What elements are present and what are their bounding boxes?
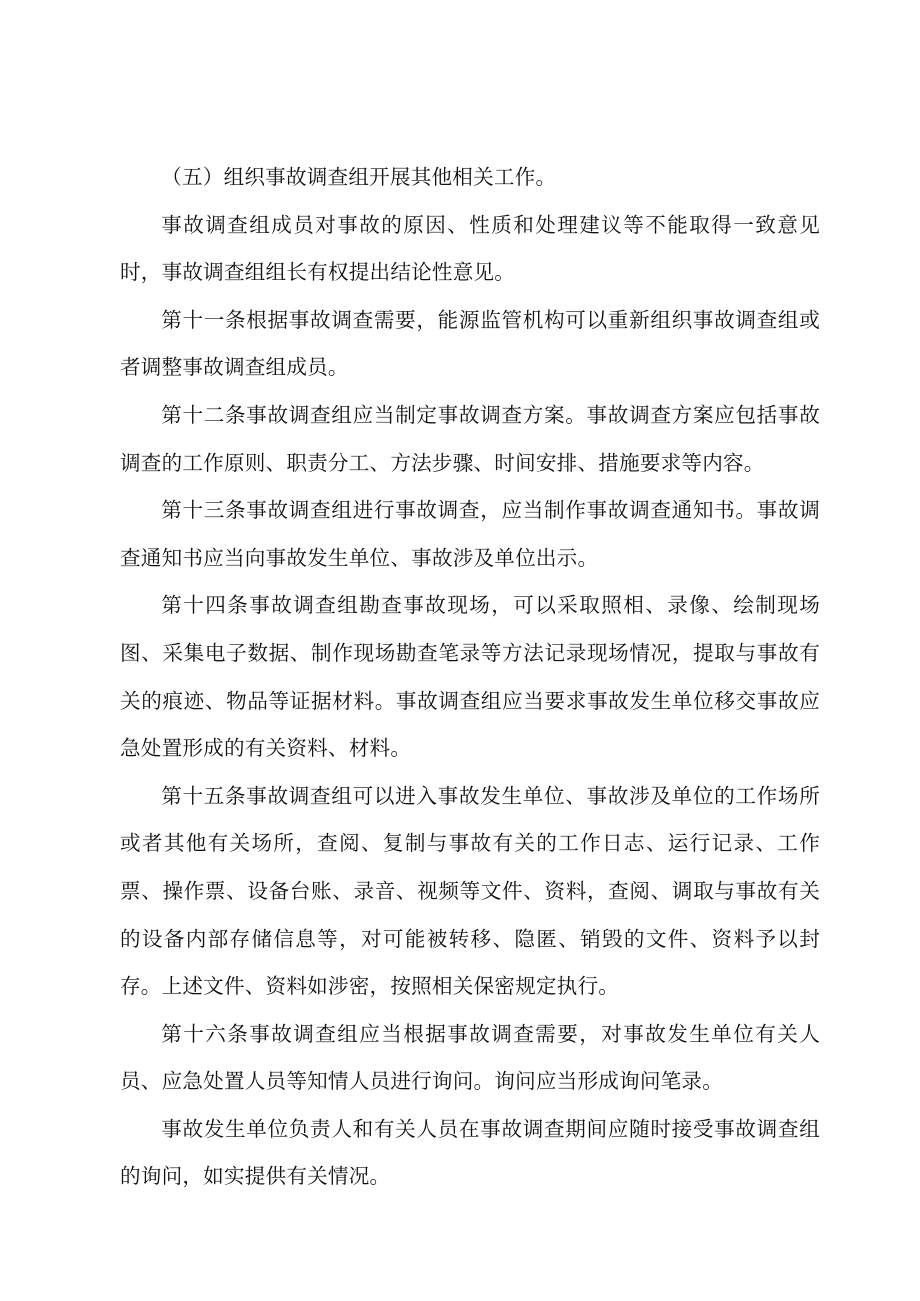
paragraph-disagreement: 事故调查组成员对事故的原因、性质和处理建议等不能取得一致意见时，事故调查组组长有权提出结论性意见。 [120,212,820,285]
document-body [120,154,820,1201]
article-15: 第十五条事故调查组可以进入事故发生单位、事故涉及单位的工作场所或者其他有关场所，查阅、复制与事故有关的工作日志、运行记录、工作票、操作票、设备台账、录音、视频等文件、资料，查阅、调取与事故有关的设备内部存储信息等，对可能被转移、隐匿、销毁的文件、资料予以封存。上述文件、资料如涉密，按照相关保密规定执行。 [120,783,820,999]
article-11: 第十一条根据事故调查需要，能源监管机构可以重新组织事故调查组或者调整事故调查组成员。 [120,307,820,380]
article-12: 第十二条事故调查组应当制定事故调查方案。事故调查方案应包括事故调查的工作原则、职责分工、方法步骤、时间安排、措施要求等内容。 [120,402,820,475]
paragraph-item-5: （五）组织事故调查组开展其他相关工作。 [161,165,557,189]
article-14: 第十四条事故调查组勘查事故现场，可以采取照相、录像、绘制现场图、采集电子数据、制作现场勘查笔录等方法记录现场情况，提取与事故有关的痕迹、物品等证据材料。事故调查组应当要求事故发生单位移交事故应急处置形成的有关资料、材料。 [120,593,820,761]
article-13: 第十三条事故调查组进行事故调查，应当制作事故调查通知书。事故调查通知书应当向事故发生单位、事故涉及单位出示。 [120,498,820,570]
paragraph-cooperation: 事故发生单位负责人和有关人员在事故调查期间应随时接受事故调查组的询问，如实提供有关情况。 [120,1116,820,1189]
article-16: 第十六条事故调查组应当根据事故调查需要，对事故发生单位有关人员、应急处置人员等知情人员进行询问。询问应当形成询问笔录。 [120,1021,820,1094]
